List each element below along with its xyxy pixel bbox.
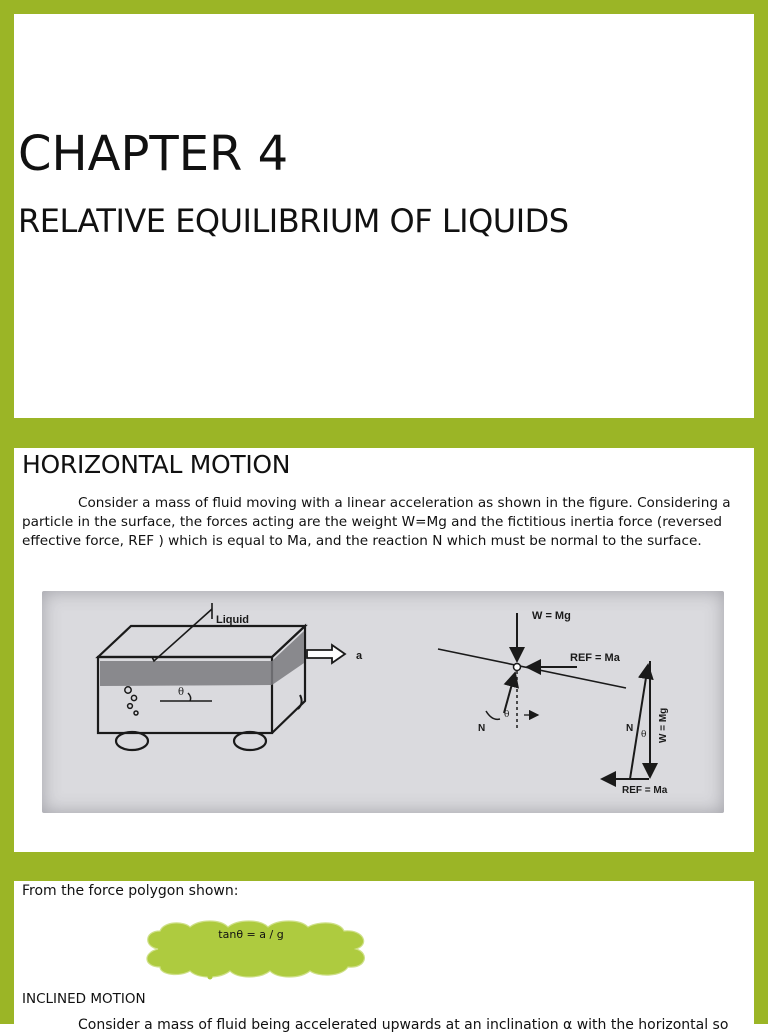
figure-drawing: [42, 591, 724, 813]
inclined-paragraph-text: Consider a mass of fluid being accelerated upwards at an inclination α with the horizontal so: [78, 1017, 729, 1033]
chapter-title: CHAPTER 4: [18, 126, 289, 182]
force-polygon-intro: From the force polygon shown:: [22, 883, 239, 899]
bubbles: [125, 687, 138, 715]
polygon-theta-label: θ: [641, 730, 647, 740]
wheels: [116, 695, 302, 750]
force-theta-label: θ: [504, 710, 510, 720]
section-heading: HORIZONTAL MOTION: [22, 450, 291, 479]
chapter-subtitle: RELATIVE EQUILIBRIUM OF LIQUIDS: [18, 202, 569, 240]
ref-label: REF = Ma: [570, 652, 620, 664]
liquid-pointer: [152, 609, 212, 661]
polygon-normal-label: N: [626, 723, 634, 734]
horizontal-motion-content: [14, 448, 754, 852]
horizontal-motion-slide: [0, 432, 768, 866]
horizontal-motion-paragraph: [22, 494, 744, 550]
force-polygon-content: [14, 881, 754, 1033]
polygon-ref-label: REF = Ma: [622, 785, 668, 796]
weight-label: W = Mg: [532, 610, 571, 622]
paragraph-text: Consider a mass of fluid moving with a linear acceleration as shown in the figure. Considering a particle in the surface, the forces acting are the weight W=Mg and the fictitious inertia force (reversed effective force, REF ) which is equal to Ma, and the reaction N which must be normal to the surface.: [22, 495, 731, 549]
force-polygon-slide: [0, 866, 768, 1033]
horizontal-motion-figure: [42, 591, 724, 813]
liquid-label: Liquid: [216, 614, 249, 626]
normal-arrow: [504, 673, 515, 713]
inclined-motion-paragraph: [22, 1017, 762, 1033]
tank-theta-label: θ: [178, 687, 185, 698]
title-slide: [0, 0, 768, 432]
liquid-surface: [100, 631, 304, 686]
accel-label: a: [356, 650, 363, 662]
title-slide-content: [14, 14, 754, 418]
polygon-normal: [630, 665, 648, 779]
equation-text: tanθ = a / g: [218, 928, 284, 941]
normal-label: N: [478, 723, 486, 734]
inclined-motion-heading: INCLINED MOTION: [22, 991, 146, 1007]
accel-arrow: [307, 645, 345, 663]
polygon-weight-label: W = Mg: [658, 707, 669, 743]
